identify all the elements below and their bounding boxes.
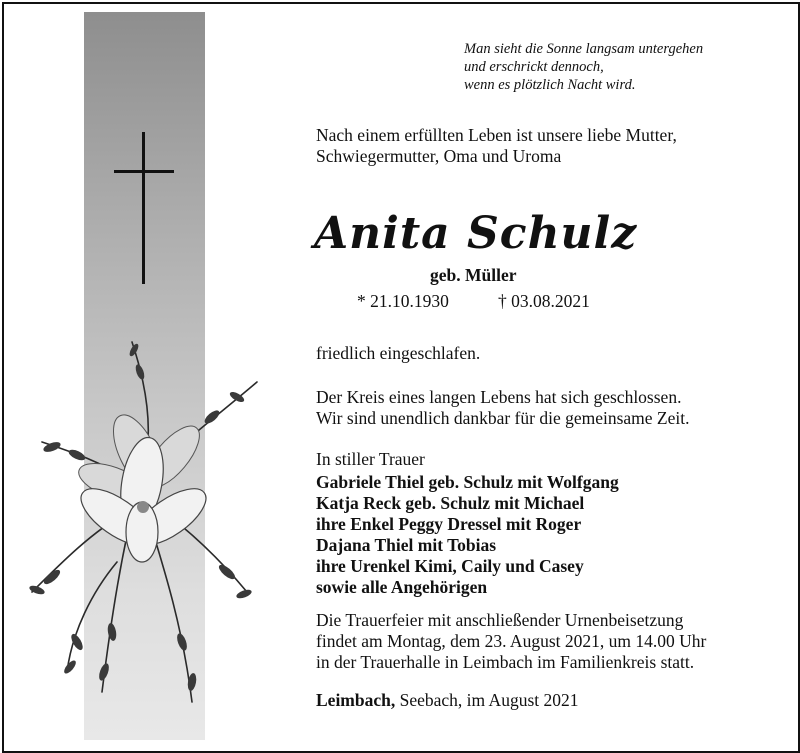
birth-date: * 21.10.1930 (357, 291, 449, 311)
mourner-line: ihre Enkel Peggy Dressel mit Roger (316, 514, 582, 534)
mourner-line: Gabriele Thiel geb. Schulz mit Wolfgang (316, 472, 619, 492)
place-town: Leimbach, (316, 690, 396, 710)
mourner-line: ihre Urenkel Kimi, Caily und Casey (316, 556, 584, 576)
closing-words (316, 387, 786, 429)
mourners-list (316, 472, 786, 598)
cross-icon (112, 132, 176, 284)
intro-text (316, 125, 786, 167)
intro-line: Schwiegermutter, Oma und Uroma (316, 146, 562, 166)
mourner-line: Dajana Thiel mit Tobias (316, 535, 497, 555)
flower-bouquet-icon (12, 332, 262, 722)
mourning-label: In stiller Trauer (316, 449, 425, 469)
closing-line: Wir sind unendlich dankbar für die gemeinsame Zeit. (316, 408, 690, 428)
deceased-name: Anita Schulz (314, 208, 638, 259)
mourner-line: Katja Reck geb. Schulz mit Michael (316, 493, 585, 513)
poem-line: wenn es plötzlich Nacht wird. (464, 77, 636, 93)
funeral-line: in der Trauerhalle in Leimbach im Familienkreis statt. (316, 652, 695, 672)
closing-line: Der Kreis eines langen Lebens hat sich geschlossen. (316, 387, 682, 407)
funeral-line: findet am Montag, dem 23. August 2021, um 14.00 Uhr (316, 631, 707, 651)
birth-name: geb. Müller (430, 265, 517, 285)
mourner-line: sowie alle Angehörigen (316, 577, 488, 597)
funeral-line: Die Trauerfeier mit anschließender Urnenbeisetzung (316, 610, 684, 630)
place-date-line (316, 690, 786, 711)
poem-line: und erschrickt dennoch, (464, 59, 604, 75)
asleep-text: friedlich eingeschlafen. (316, 343, 481, 363)
intro-line: Nach einem erfüllten Leben ist unsere liebe Mutter, (316, 125, 677, 145)
funeral-info (316, 610, 786, 673)
poem (464, 40, 774, 94)
poem-line: Man sieht die Sonne langsam untergehen (464, 41, 704, 57)
death-date: † 03.08.2021 (498, 291, 590, 311)
place-rest: Seebach, im August 2021 (395, 690, 579, 710)
